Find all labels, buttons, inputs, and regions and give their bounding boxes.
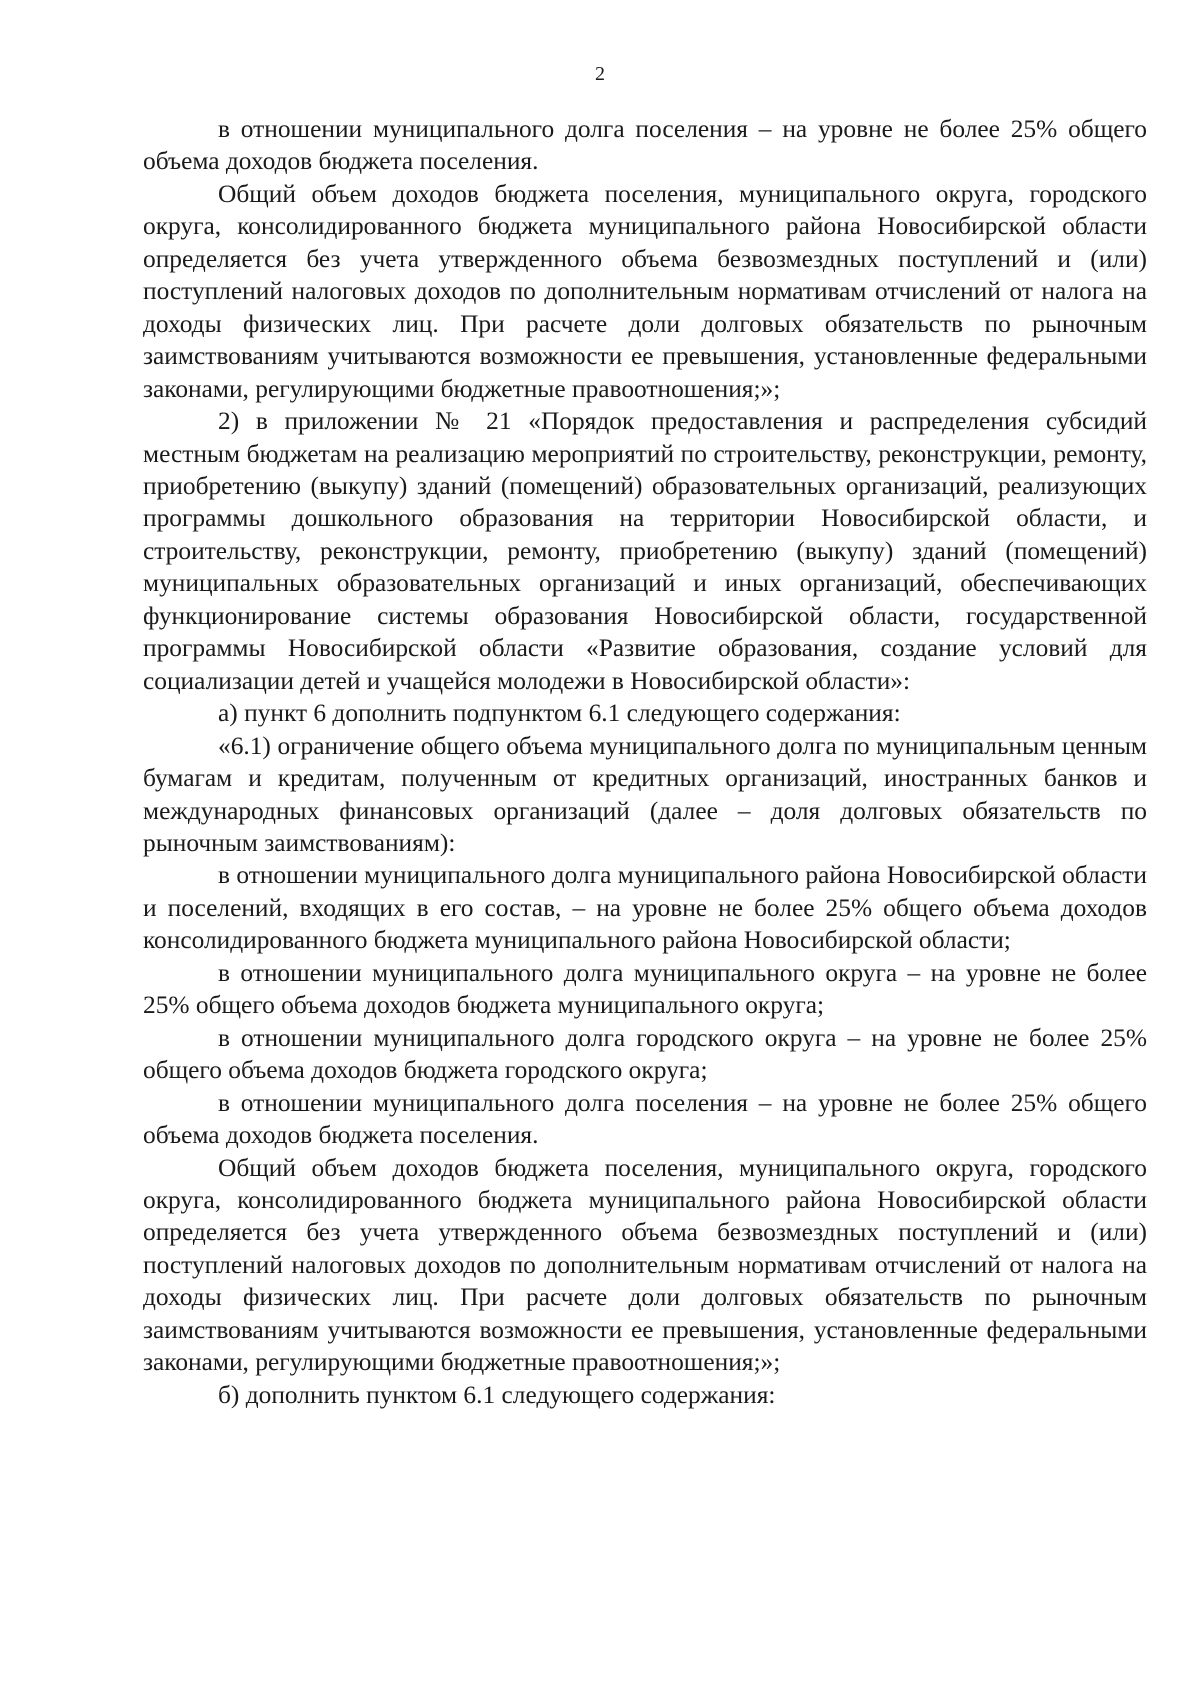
paragraph-total-income-definition: Общий объем доходов бюджета поселения, муниципального округа, городского округа, консолидированного бюджета муниципального района Новосибирской области определяется без учета утвержденного объема безвозмездных поступлений и (или) поступлений налоговых доходов по дополнительным нормативам отчислений от налога на доходы физических лиц. При расчете доли долговых обязательств по рыночным заимствованиям учитываются возможности ее превышения, установленные федеральными законами, регулирующими бюджетные правоотношения;»; [143,179,1147,403]
paragraph-subitem-6-1: «6.1) ограничение общего объема муниципального долга по муниципальным ценным бумагам и кредитам, полученным от кредитных организаций, иностранных банков и международных финансовых организаций (далее – доля долговых обязательств по рыночным заимствованиям): [143,731,1147,857]
paragraph-appendix-21: 2) в приложении № 21 «Порядок предоставления и распределения субсидий местным бюджетам на реализацию мероприятий по строительству, реконструкции, ремонту, приобретению (выкупу) зданий (помещений) образовательных организаций, реализующих программы дошкольного образования на территории Новосибирской области, и строительству, реконструкции, ремонту, приобретению (выкупу) зданий (помещений) муниципальных образовательных организаций и иных организаций, обеспечивающих функционирование системы образования Новосибирской области, государственной программы Новосибирской области «Развитие образования, создание условий для социализации детей и учащейся молодежи в Новосибирской области»: [143,407,1147,695]
paragraph-total-income-definition-repeat: Общий объем доходов бюджета поселения, муниципального округа, городского округа, консолидированного бюджета муниципального района Новосибирской области определяется без учета утвержденного объема безвозмездных поступлений и (или) поступлений налоговых доходов по дополнительным нормативам отчислений от налога на доходы физических лиц. При расчете доли долговых обязательств по рыночным заимствованиям учитываются возможности ее превышения, установленные федеральными законами, регулирующими бюджетные правоотношения;»; [143,1153,1147,1377]
paragraph-debt-settlement-limit: в отношении муниципального долга поселения – на уровне не более 25% общего объема доходов бюджета поселения. [143,115,1147,176]
paragraph-district-debt-limit: в отношении муниципального долга муниципального района Новосибирской области и поселений, входящих в его состав, – на уровне не более 25% общего объема доходов консолидированного бюджета муниципального района Новосибирской области; [143,861,1147,955]
paragraph-settlement-debt-limit: в отношении муниципального долга поселения – на уровне не более 25% общего объема доходов бюджета поселения. [143,1088,1147,1150]
paragraph-municipal-okrug-debt-limit: в отношении муниципального долга муниципального округа – на уровне не более 25% общего объема доходов бюджета муниципального округа; [143,958,1147,1020]
paragraph-item-b: б) дополнить пунктом 6.1 следующего содержания: [218,1380,776,1409]
paragraph-city-okrug-debt-limit: в отношении муниципального долга городского округа – на уровне не более 25% общего объема доходов бюджета городского округа; [143,1023,1147,1085]
paragraph-item-a: а) пункт 6 дополнить подпунктом 6.1 следующего содержания: [218,699,901,728]
page-number: 2 [595,63,605,85]
document-body [143,113,1147,1411]
